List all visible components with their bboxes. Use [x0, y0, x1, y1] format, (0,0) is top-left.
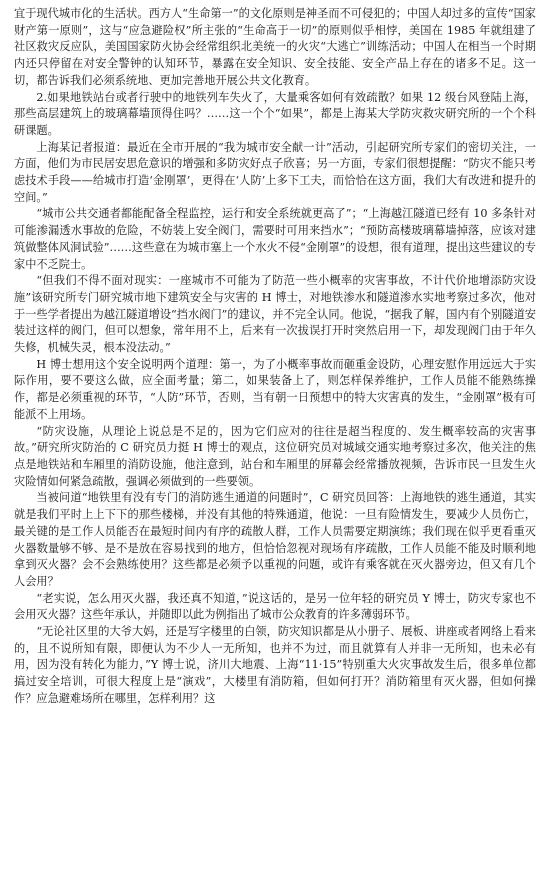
paragraph-community-education: “无论社区里的大爷大妈，还是写字楼里的白领，防灾知识都是从小册子、展板、讲座或者网络上看来的，且不说所知有限，即便认为不少人一无所知，也并不为过，而且就算有人并非一无所知，也未必有用，因为没有转化为能力，”Y 博士说，济川大地震、上海“11·15”特别重大火灾事故发生后，很多单位都搞过安全培训，可很大程度上是“演戏”，大楼里有消防箱，但如何打开？消防箱里有灭火器，但如何操作？应急避难场所在哪里，怎样利用？这: [14, 625, 536, 705]
paragraph-question-2: 2.如果地铁站台或者行驶中的地铁列车失火了，大量乘客如何有效疏散？如果 12 级台风登陆上海，那些高层建筑上的玻璃幕墙顶得住吗？……这一个个“如果”，都是上海某大学防灾救灾研究所的一个个科研课题。: [14, 90, 536, 137]
paragraph-reporter: 上海某记者报道：最近在全市开展的“我为城市安全献一计”活动，引起研究所专家们的密切关注，一方面，他们为市民居安思危意识的增强和多防灾好点子欣喜；另一方面，专家们很想提醒：“防灾不能只考虑技术手段——给城市打造‘金刚罩’，更得在‘人防’上多下工夫，而恰恰在这方面，我们大有改进和提升的空间。”: [14, 140, 536, 204]
paragraph-h-doctor-reality: “但我们不得不面对现实：一座城市不可能为了防范一些小概率的灾害事故，不计代价地增添防灾设施”该研究所专门研究城市地下建筑安全与灾害的 H 博士，对地铁渗水和隧道渗水实地考察过多次，他对于一些学者提出为越江隧道增设“挡水阀门”的建议，并不完全认同。他说，“据我了解，国内有个别隧道安装过这样的阀门，但可以想象，常年用不上，后来有一次拔误打开时突然启用一下，却发现阀门由于年久失修，机械失灵，根本没法动。”: [14, 274, 536, 355]
paragraph-intro-continued: 宜于现代城市化的生活状。西方人“生命第一”的文化原则是神圣而不可侵犯的；中国人却过多的宣传“国家财产第一原则”，这与“应急避险权”所主张的“生命高于一切”的原则似乎相悖，美国在 1985 年就组建了社区救灾反应队，美国国家防火协会经常组织北美统一的火灾“大逃亡”训练活动；中国人在相当一个时期内还只停留在对安全警钟的认知环节，暴露在安全知识、安全技能、安全产品上存在的诸多不足。这一切，都告诉我们必须系统地、更加完善地开展公共文化教育。: [14, 7, 536, 87]
paragraph-suggestions: “城市公共交通者都能配备全程监控，运行和安全系统就更高了”；“上海越江隧道已经有 10 多条针对可能渗漏透水事故的危险，不妨装上安全阀门，需要时可用来挡水”；“预防高楼玻璃幕墙掉落，应该对建筑做整体风洞试验”……这些意在为城市塞上一个水火不侵“金刚罩”的设想，很有道理，提出这些建议的专家中不乏院士。: [14, 207, 536, 271]
paragraph-h-doctor-reasons: H 博士想用这个安全说明两个道理：第一，为了小概率事故而砸重金设防，心理安慰作用远远大于实际作用，要不要这么做，应全面考量；第二，如果装备上了，则怎样保养维护，工作人员能不能熟练操作，都是必须重视的环节，“人防”环节，否则，当有朝一日预想中的特大灾害真的发生，“金刚罩”极有可能派不上用场。: [14, 357, 536, 421]
paragraph-escape-route: 当被问道“地铁里有没有专门的消防逃生通道的问题时”，C 研究员回答：上海地铁的逃生通道，其实就是我们平时上上下下的那些楼梯，并没有其他的特殊通道，他说：一旦有险情发生，要减少人员伤亡，最关键的是工作人员能否在最短时间内有序的疏散人群，工作人员需要定期演练；我们现在似乎更看重灭火器数量够不够、是不是放在容易找到的地方，但恰恰忽视对现场有序疏散，工作人员能不能及时顺利地拿到灭火器？会不会熟练使用？这些都是必须予以重视的问题，或许有乘客就在灭火器旁边，但又有几个人会用？: [14, 491, 536, 588]
document-page: [14, 6, 536, 866]
paragraph-y-doctor: “老实说，怎么用灭火器，我还真不知道，”说这话的，是另一位年轻的研究员 Y 博士，防灾专家也不会用灭火器？这些年承认，并随即以此为例指出了城市公众教育的许多薄弱环节。: [14, 591, 536, 622]
paragraph-c-researcher: “防灾设施，从理论上说总是不足的，因为它们应对的往往是超当程度的、发生概率较高的灾害事故。”研究所灾防治的 C 研究员力挺 H 博士的观点，这位研究员对城域交通实地考察过多次，他关注的焦点是地铁站和车厢里的消防设施，他注意到，站台和车厢里的屏幕会经常播放视频，告诉市民一旦发生火灾险情如何紧急疏散，强调必须做到的一些要领。: [14, 424, 536, 488]
